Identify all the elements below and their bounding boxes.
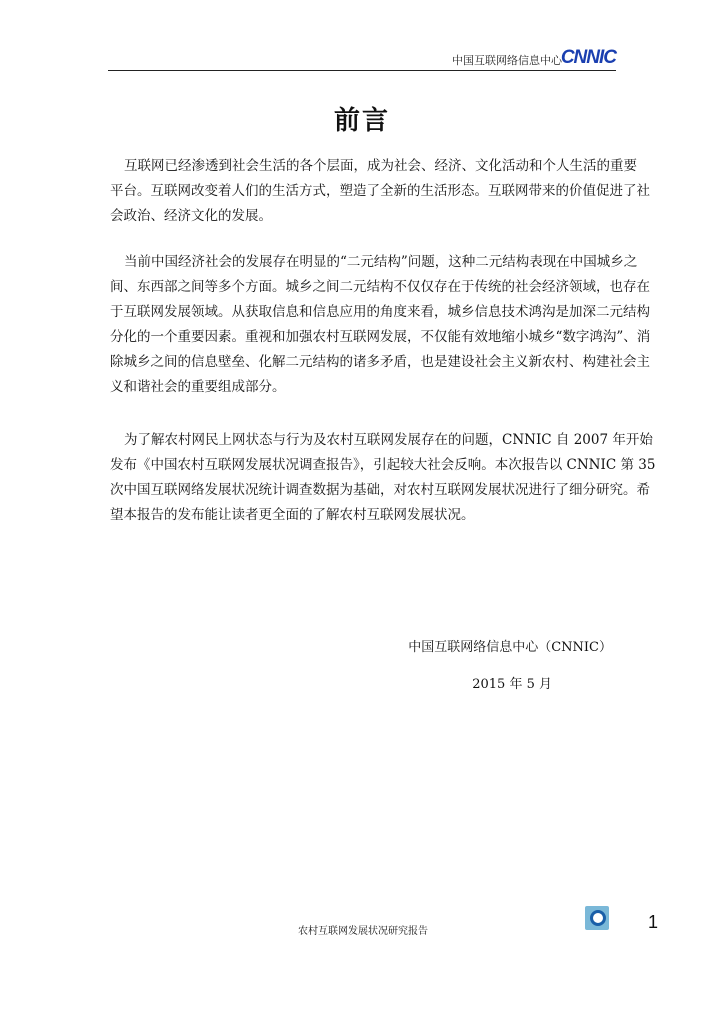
header-org: 中国互联网络信息中心 [452,54,562,67]
paragraph-line: 当前中国经济社会的发展存在明显的“二元结构”问题，这种二元结构表现在中国城乡之 [124,254,638,270]
paragraph-line: 除城乡之间的信息壁垒、化解二元结构的诸多矛盾，也是建设社会主义新农村、构建社会主 [110,354,650,370]
paragraph-line: 会政治、经济文化的发展。 [110,208,272,224]
paragraph-line: 望本报告的发布能让读者更全面的了解农村互联网发展状况。 [110,507,475,523]
paragraph-line: 义和谐社会的重要组成部分。 [110,379,286,395]
paragraph-line: 发布《中国农村互联网发展状况调查报告》，引起较大社会反响。本次报告以 CNNIC 第 35 [110,457,656,473]
date: 2015 年 5 月 [472,677,552,692]
paragraph-line: 平台。互联网改变着人们的生活方式，塑造了全新的生活形态。互联网带来的价值促进了社 [110,183,650,199]
paragraph-line: 间、东西部之间等多个方面。城乡之间二元结构不仅仅存在于传统的社会经济领域，也存在 [110,279,650,295]
paragraph-line: 分化的一个重要因素。重视和加强农村互联网发展，不仅能有效地缩小城乡“数字鸿沟”、消 [110,329,651,345]
page-number: 1 [648,912,659,932]
footer-title: 农村互联网发展状况研究报告 [298,926,428,937]
paragraph-line: 于互联网发展领域。从获取信息和信息应用的角度来看，城乡信息技术鸿沟是加深二元结构 [110,304,650,320]
paragraph-line: 次中国互联网络发展状况统计调查数据为基础，对农村互联网发展状况进行了细分研究。希 [110,482,650,498]
cnnic-logo: CNNIC [560,47,616,68]
page-title: 前言 [333,106,390,136]
page-header [108,48,616,71]
signature: 中国互联网络信息中心（CNNIC） [408,640,612,655]
paragraph-line: 为了解农村网民上网状态与行为及农村互联网发展存在的问题，CNNIC 自 2007 年开始 [124,432,653,448]
magnifier-logo-icon [585,906,609,930]
paragraph-line: 互联网已经渗透到社会生活的各个层面，成为社会、经济、文化活动和个人生活的重要 [124,158,637,174]
